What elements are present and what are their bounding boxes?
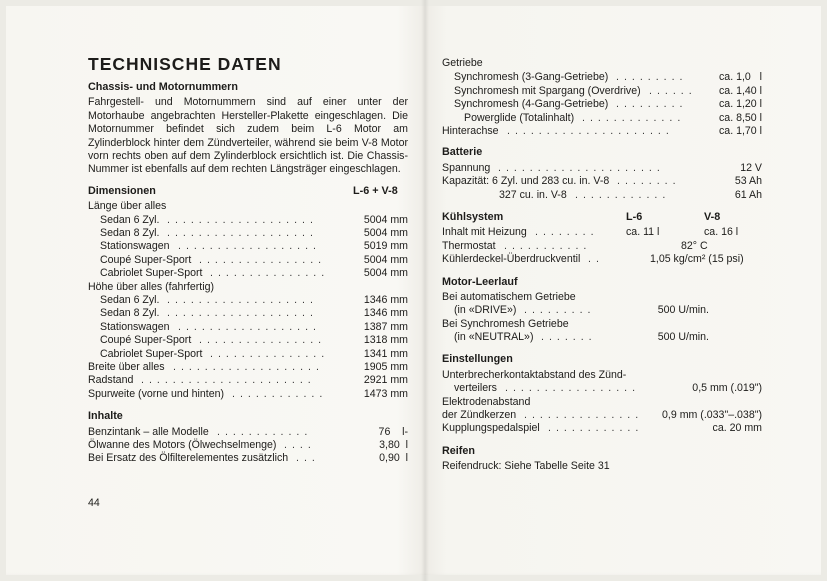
leader-dots: ............ <box>575 188 671 201</box>
table-row <box>88 361 408 374</box>
idle-table <box>442 291 764 345</box>
row-value: 5004 mm <box>363 227 408 240</box>
row-value: 1905 mm <box>363 360 408 373</box>
gearbox-table <box>442 71 764 138</box>
row-label: Bei Synchromesh Getriebe <box>442 317 569 330</box>
table-row <box>88 439 408 452</box>
row-value: 5004 mm <box>363 253 408 266</box>
dimensions-heading-row <box>88 185 408 198</box>
table-row <box>88 281 408 294</box>
dimensions-table <box>88 200 408 401</box>
table-row <box>442 98 764 111</box>
leader-dots: ......... <box>616 71 688 84</box>
table-row <box>442 226 764 239</box>
row-value: 5004 mm <box>363 213 408 226</box>
leader-dots: .................. <box>178 240 321 253</box>
table-row <box>442 396 764 409</box>
table-row <box>88 227 408 240</box>
row-label: (in «DRIVE») <box>454 304 517 317</box>
row-value: 76 l- <box>378 425 408 438</box>
table-row <box>442 71 764 84</box>
row-value: ca. 8,50 l <box>719 111 762 124</box>
row-label: Cabriolet Super-Sport <box>100 347 203 360</box>
tires-text: Reifendruck: Siehe Tabelle Seite 31 <box>442 460 610 473</box>
table-row <box>442 125 764 138</box>
table-row <box>442 85 764 98</box>
leader-dots: ... <box>296 452 320 465</box>
leader-dots: ...... <box>649 84 697 97</box>
gearbox-heading: Getriebe <box>442 57 483 69</box>
table-row <box>88 200 408 213</box>
row-label: Sedan 6 Zyl. <box>100 213 160 226</box>
row-label: Bei Ersatz des Ölfilterelementes zusätzlich <box>88 452 289 465</box>
row-label: Synchromesh (3-Gang-Getriebe) <box>454 71 609 84</box>
table-row <box>88 240 408 253</box>
row-value: ca. 1,40 l <box>719 84 762 97</box>
row-value: 5004 mm <box>363 267 408 280</box>
row-value: 500 U/min. <box>657 331 709 344</box>
row-label: Synchromesh (4-Gang-Getriebe) <box>454 98 609 111</box>
leader-dots: ..................... <box>498 161 665 174</box>
leader-dots: .. <box>588 253 604 266</box>
row-value: 0,90 l <box>379 452 408 465</box>
row-value: 1473 mm <box>363 387 408 400</box>
row-value: 1341 mm <box>363 347 408 360</box>
table-row <box>442 304 764 317</box>
table-row <box>88 334 408 347</box>
table-row <box>88 374 408 387</box>
row-label: Sedan 8 Zyl. <box>100 227 160 240</box>
cooling-col-l6: L-6 <box>626 210 643 223</box>
contents-table <box>88 426 408 466</box>
row-label: Unterbrecherkontaktabstand des Zünd- <box>442 368 627 381</box>
row-label: Spurweite (vorne und hinten) <box>88 387 225 400</box>
row-value: ca. 20 mm <box>712 422 762 435</box>
row-label: Benzintank – alle Modelle <box>88 425 209 438</box>
table-row <box>442 189 764 202</box>
row-label: Kupplungspedalspiel <box>442 422 540 435</box>
row-value: ca. 1,70 l <box>719 124 762 137</box>
leader-dots: ........... <box>504 239 592 252</box>
row-value: ca. 1,0 l <box>719 71 762 84</box>
table-row <box>88 214 408 227</box>
row-label: verteilers <box>454 382 497 395</box>
row-value: 2921 mm <box>363 374 408 387</box>
tires-heading: Reifen <box>442 444 475 457</box>
dimensions-heading: Dimensionen <box>88 184 156 197</box>
leader-dots: ............ <box>217 425 313 438</box>
table-row <box>442 175 764 188</box>
cooling-col-v8: V-8 <box>704 210 721 223</box>
table-row <box>442 409 764 422</box>
leader-dots: ............ <box>548 422 644 435</box>
row-value: 1346 mm <box>363 307 408 320</box>
leader-dots: ............... <box>210 267 330 280</box>
leader-dots: ..................... <box>507 124 674 137</box>
cooling-heading-row <box>442 211 764 224</box>
leader-dots: ................ <box>199 253 327 266</box>
idle-heading: Motor-Leerlauf <box>442 275 518 288</box>
settings-table <box>442 369 764 436</box>
row-value: 0,5 mm (.019") <box>692 382 762 395</box>
row-label: Bei automatischem Getriebe <box>442 290 576 303</box>
row-label: Sedan 6 Zyl. <box>100 293 160 306</box>
row-value-l6: 82° C <box>681 239 708 252</box>
left-page-column <box>88 54 408 466</box>
table-row <box>442 253 764 266</box>
leader-dots: ................... <box>173 360 324 373</box>
row-label: Stationswagen <box>100 240 170 253</box>
leader-dots: ................... <box>167 293 318 306</box>
leader-dots: .... <box>284 438 316 451</box>
page-fold <box>421 0 429 581</box>
row-label: (in «NEUTRAL») <box>454 331 534 344</box>
row-value: 500 U/min. <box>657 304 709 317</box>
row-label: Synchromesh mit Spargang (Overdrive) <box>454 84 641 97</box>
table-row <box>442 291 764 304</box>
row-label: Powerglide (Totalinhalt) <box>464 111 575 124</box>
table-row <box>442 112 764 125</box>
table-row <box>88 388 408 401</box>
row-label: Coupé Super-Sport <box>100 253 192 266</box>
table-row <box>442 422 764 435</box>
battery-heading: Batterie <box>442 146 483 159</box>
right-page-column <box>442 57 764 474</box>
row-value: 53 Ah <box>734 175 762 188</box>
leader-dots: ................ <box>199 334 327 347</box>
table-row <box>442 382 764 395</box>
row-label: 327 cu. in. V-8 <box>499 188 567 201</box>
row-value: 1387 mm <box>363 320 408 333</box>
row-label: Cabriolet Super-Sport <box>100 267 203 280</box>
chassis-paragraph: Fahrgestell- und Motornummern sind auf einer unter der Motorhaube angebrachten Hersteller-Plakette eingeschlagen. Die Motornummer befindet sich zudem beim L-6 Motor am Zylinderblock hinter dem Zündverteiler, während sie beim V-8 Motor vorn rechts oben auf dem Zylinderblock ersichtlich ist. Die Chassis-Nummer ist ebenfalls auf dem rechten Längsträger eingeschlagen. <box>88 96 408 176</box>
table-row <box>88 452 408 465</box>
row-label: Länge über alles <box>88 200 167 213</box>
row-label: der Zündkerzen <box>442 409 517 422</box>
row-value: 12 V <box>740 161 762 174</box>
leader-dots: ........ <box>535 226 599 239</box>
row-value: 1318 mm <box>363 334 408 347</box>
page-number: 44 <box>88 497 100 509</box>
row-label: Sedan 8 Zyl. <box>100 307 160 320</box>
row-value-l6: 1,05 kg/cm² (15 psi) <box>650 253 744 266</box>
table-row <box>88 267 408 280</box>
cooling-table <box>442 226 764 266</box>
row-label: Breite über alles <box>88 360 165 373</box>
row-label: Thermostat <box>442 239 496 252</box>
row-value-v8: ca. 16 l <box>704 226 739 239</box>
leader-dots: ................... <box>167 307 318 320</box>
contents-heading: Inhalte <box>88 410 123 423</box>
table-row <box>88 307 408 320</box>
dimensions-column-label: L-6 + V-8 <box>353 184 398 197</box>
leader-dots: ....... <box>541 331 597 344</box>
table-row <box>442 318 764 331</box>
row-label: Radstand <box>88 374 134 387</box>
row-label: Kühlerdeckel-Überdruckventil <box>442 253 581 266</box>
row-label: Elektrodenabstand <box>442 395 531 408</box>
row-label: Spannung <box>442 161 491 174</box>
leader-dots: ............. <box>582 111 686 124</box>
row-label: Coupé Super-Sport <box>100 334 192 347</box>
table-row <box>88 426 408 439</box>
leader-dots: ................. <box>505 382 641 395</box>
battery-table <box>442 162 764 202</box>
table-row <box>88 348 408 361</box>
row-label: Ölwanne des Motors (Ölwechselmenge) <box>88 438 277 451</box>
row-value: 61 Ah <box>734 188 762 201</box>
settings-heading: Einstellungen <box>442 353 513 366</box>
leader-dots: .................. <box>178 320 321 333</box>
row-label: Kapazität: 6 Zyl. und 283 cu. in. V-8 <box>442 175 610 188</box>
leader-dots: ............... <box>210 347 330 360</box>
row-value: 3,80 l <box>379 438 408 451</box>
row-value: 0,9 mm (.033"–.038") <box>662 409 762 422</box>
table-row <box>442 240 764 253</box>
row-label: Höhe über alles (fahrfertig) <box>88 280 215 293</box>
leader-dots: ........ <box>617 175 681 188</box>
page-title: TECHNISCHE DATEN <box>88 54 282 74</box>
table-row <box>442 331 764 344</box>
row-label: Stationswagen <box>100 320 170 333</box>
table-row <box>442 369 764 382</box>
row-value: 5019 mm <box>363 240 408 253</box>
leader-dots: ...................... <box>141 374 316 387</box>
cooling-heading: Kühlsystem <box>442 210 504 223</box>
row-value: 1346 mm <box>363 293 408 306</box>
row-value: ca. 1,20 l <box>719 98 762 111</box>
leader-dots: ............... <box>524 409 644 422</box>
leader-dots: ................... <box>167 227 318 240</box>
leader-dots: ......... <box>524 304 596 317</box>
row-label: Inhalt mit Heizung <box>442 226 527 239</box>
row-value-l6: ca. 11 l <box>626 226 660 239</box>
chassis-heading: Chassis- und Motornummern <box>88 81 238 93</box>
row-label: Hinterachse <box>442 124 499 137</box>
leader-dots: ................... <box>167 213 318 226</box>
table-row <box>88 254 408 267</box>
leader-dots: ......... <box>616 98 688 111</box>
table-row <box>88 294 408 307</box>
leader-dots: ............ <box>232 387 328 400</box>
table-row <box>442 162 764 175</box>
table-row <box>88 321 408 334</box>
